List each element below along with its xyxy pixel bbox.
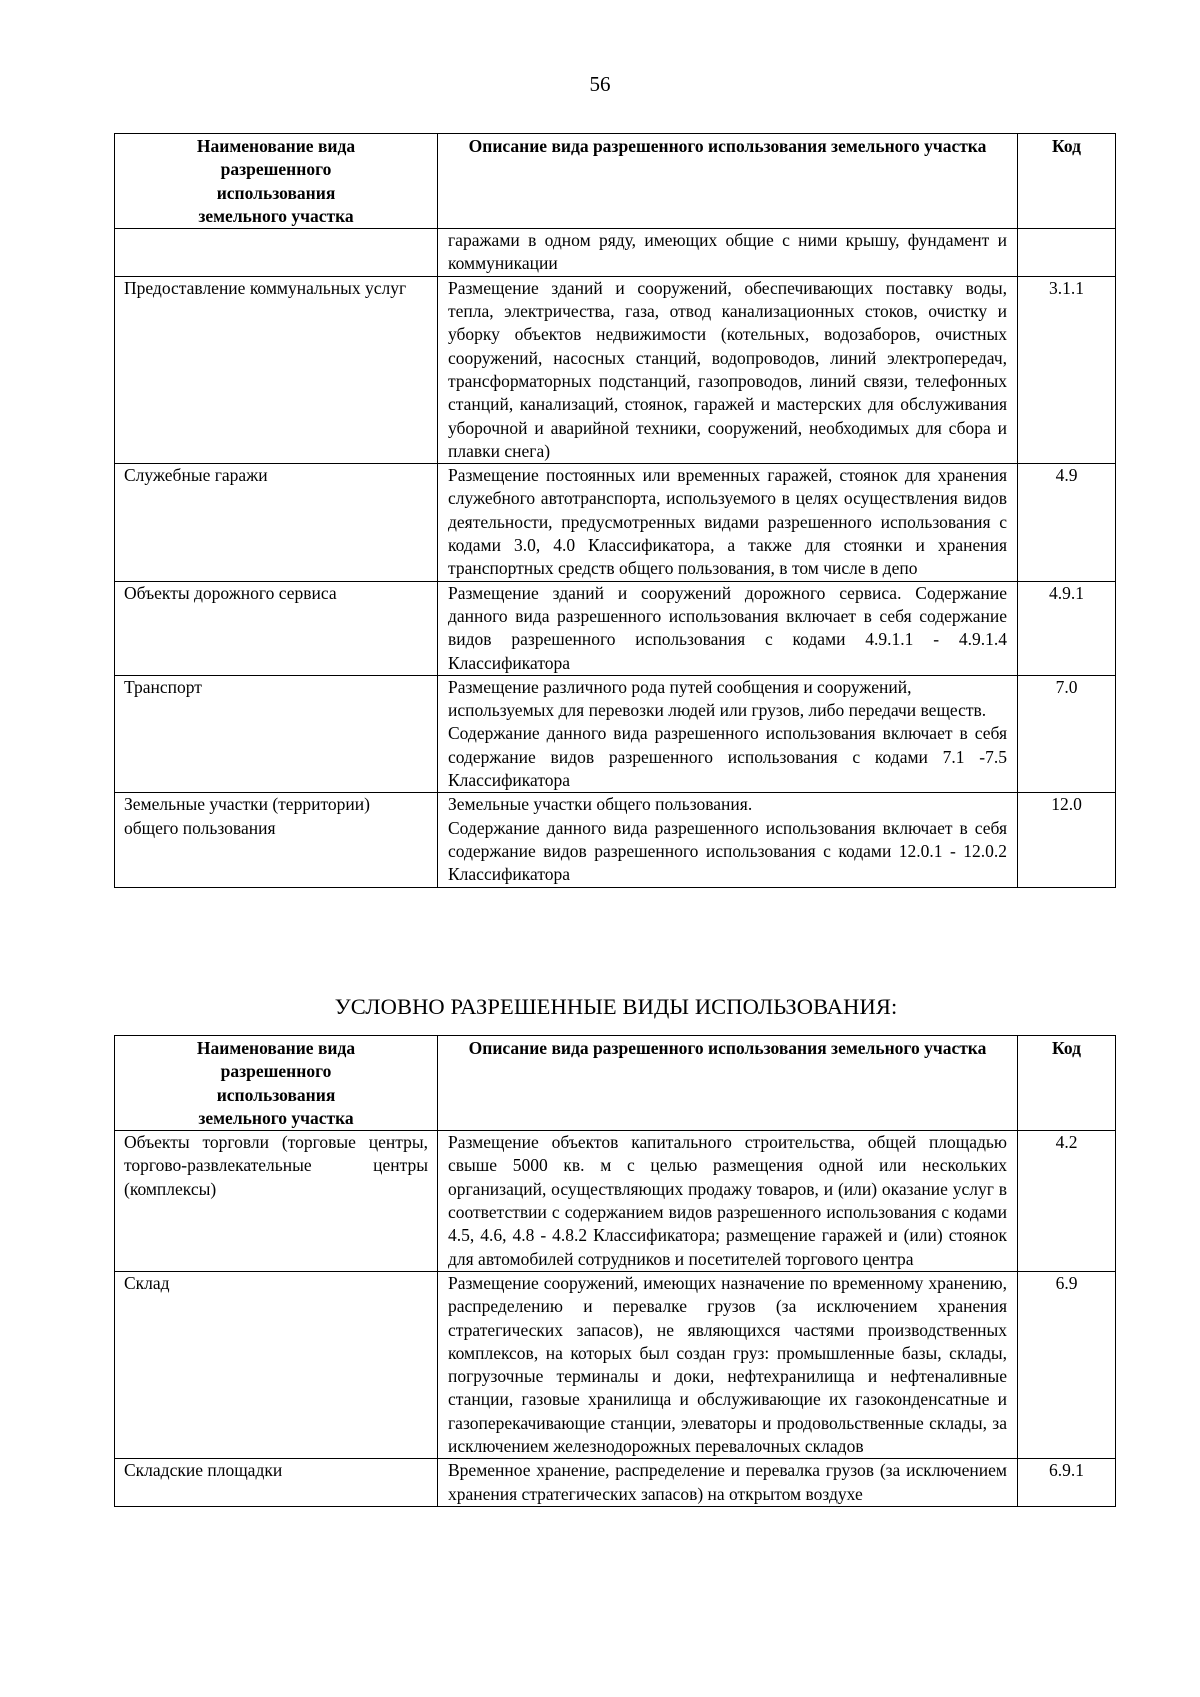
row-code: 7.0	[1018, 675, 1116, 792]
table-row	[115, 1131, 1116, 1272]
row-description: Размещение зданий и сооружений дорожного сервиса. Содержание данного вида разрешенного использования включает в себя содержание видов разрешенного использования с кодами 4.9.1.1 - 4.9.1.4 Классификатора	[438, 581, 1018, 675]
row-description: Временное хранение, распределение и перевалка грузов (за исключением хранения стратегических запасов) на открытом воздухе	[438, 1459, 1018, 1507]
row-code: 12.0	[1018, 793, 1116, 887]
row-code: 6.9	[1018, 1271, 1116, 1458]
header-description: Описание вида разрешенного использования земельного участка	[438, 134, 1018, 229]
header-code: Код	[1018, 1036, 1116, 1131]
row-description: Размещение сооружений, имеющих назначение по временному хранению, распределению и перевалке грузов (за исключением хранения стратегических запасов), не являющихся частями производственных комплексов, на которых был создан груз: промышленные базы, склады, погрузочные терминалы и доки, нефтехранилища и нефтеналивные станции, газовые хранилища и обслуживающие их газоконденсатные и газоперекачивающие станции, элеваторы и продовольственные склады, за исключением железнодорожных перевалочных складов	[438, 1271, 1018, 1458]
row-description-paragraph: Содержание данного вида разрешенного использования включает в себя содержание видов разрешенного использования с кодами 12.0.1 - 12.0.2 Классификатора	[448, 817, 1007, 885]
row-name: Земельные участки (территории) общего пользования	[115, 793, 438, 887]
row-description	[438, 793, 1018, 887]
table-header-row	[115, 1036, 1116, 1131]
row-code: 3.1.1	[1018, 276, 1116, 463]
row-name: Склад	[115, 1271, 438, 1458]
row-name: Складские площадки	[115, 1459, 438, 1507]
table-row	[115, 1271, 1116, 1458]
permitted-uses-table	[114, 133, 1116, 888]
row-name: Служебные гаражи	[115, 464, 438, 581]
row-name: Объекты торговли (торговые центры, торгово-развлекательные центры (комплексы)	[115, 1131, 438, 1272]
row-description: гаражами в одном ряду, имеющих общие с ними крышу, фундамент и коммуникации	[438, 229, 1018, 277]
table-row	[115, 1459, 1116, 1507]
page-number: 56	[589, 72, 611, 96]
row-description	[438, 675, 1018, 792]
table-row	[115, 581, 1116, 675]
row-name: Транспорт	[115, 675, 438, 792]
row-description-paragraph: Содержание данного вида разрешенного использования включает в себя содержание видов разрешенного использования с кодами 7.1 -7.5 Классификатора	[448, 723, 1007, 791]
row-description-paragraph: Размещение различного рода путей сообщения и сооружений, используемых для перевозки людей или грузов, либо передачи веществ.	[448, 676, 987, 721]
row-name	[115, 229, 438, 277]
section-heading: УСЛОВНО РАЗРЕШЕННЫЕ ВИДЫ ИСПОЛЬЗОВАНИЯ:	[334, 994, 898, 1019]
row-description: Размещение постоянных или временных гаражей, стоянок для хранения служебного автотранспорта, используемого в целях осуществления видов деятельности, предусмотренных видами разрешенного использования с кодами 3.0, 4.0 Классификатора, а также для стоянки и хранения транспортных средств общего пользования, в том числе в депо	[438, 464, 1018, 581]
row-name: Предоставление коммунальных услуг	[115, 276, 438, 463]
row-code: 4.2	[1018, 1131, 1116, 1272]
row-code: 4.9.1	[1018, 581, 1116, 675]
conditional-uses-table	[114, 1035, 1116, 1507]
header-code: Код	[1018, 134, 1116, 229]
table-row	[115, 276, 1116, 463]
table-row	[115, 464, 1116, 581]
row-description: Размещение зданий и сооружений, обеспечивающих поставку воды, тепла, электричества, газа, отвод канализационных стоков, очистку и уборку объектов недвижимости (котельных, водозаборов, очистных сооружений, насосных станций, водопроводов, линий электропередач, трансформаторных подстанций, газопроводов, линий связи, телефонных станций, канализаций, стоянок, гаражей и мастерских для обслуживания уборочной и аварийной техники, сооружений, необходимых для сбора и плавки снега)	[438, 276, 1018, 463]
table-header-row	[115, 134, 1116, 229]
row-name: Объекты дорожного сервиса	[115, 581, 438, 675]
header-name: Наименование вида разрешенного использования земельного участка	[115, 134, 438, 229]
table-row	[115, 675, 1116, 792]
row-description-paragraph: Земельные участки общего пользования.	[448, 794, 753, 815]
row-code: 4.9	[1018, 464, 1116, 581]
row-code	[1018, 229, 1116, 277]
row-code: 6.9.1	[1018, 1459, 1116, 1507]
table-row	[115, 229, 1116, 277]
header-description: Описание вида разрешенного использования земельного участка	[438, 1036, 1018, 1131]
table-row	[115, 793, 1116, 887]
header-name: Наименование вида разрешенного использования земельного участка	[115, 1036, 438, 1131]
row-description: Размещение объектов капитального строительства, общей площадью свыше 5000 кв. м с целью размещения одной или нескольких организаций, осуществляющих продажу товаров, и (или) оказание услуг в соответствии с содержанием видов разрешенного использования с кодами 4.5, 4.6, 4.8 - 4.8.2 Классификатора; размещение гаражей и (или) стоянок для автомобилей сотрудников и посетителей торгового центра	[438, 1131, 1018, 1272]
